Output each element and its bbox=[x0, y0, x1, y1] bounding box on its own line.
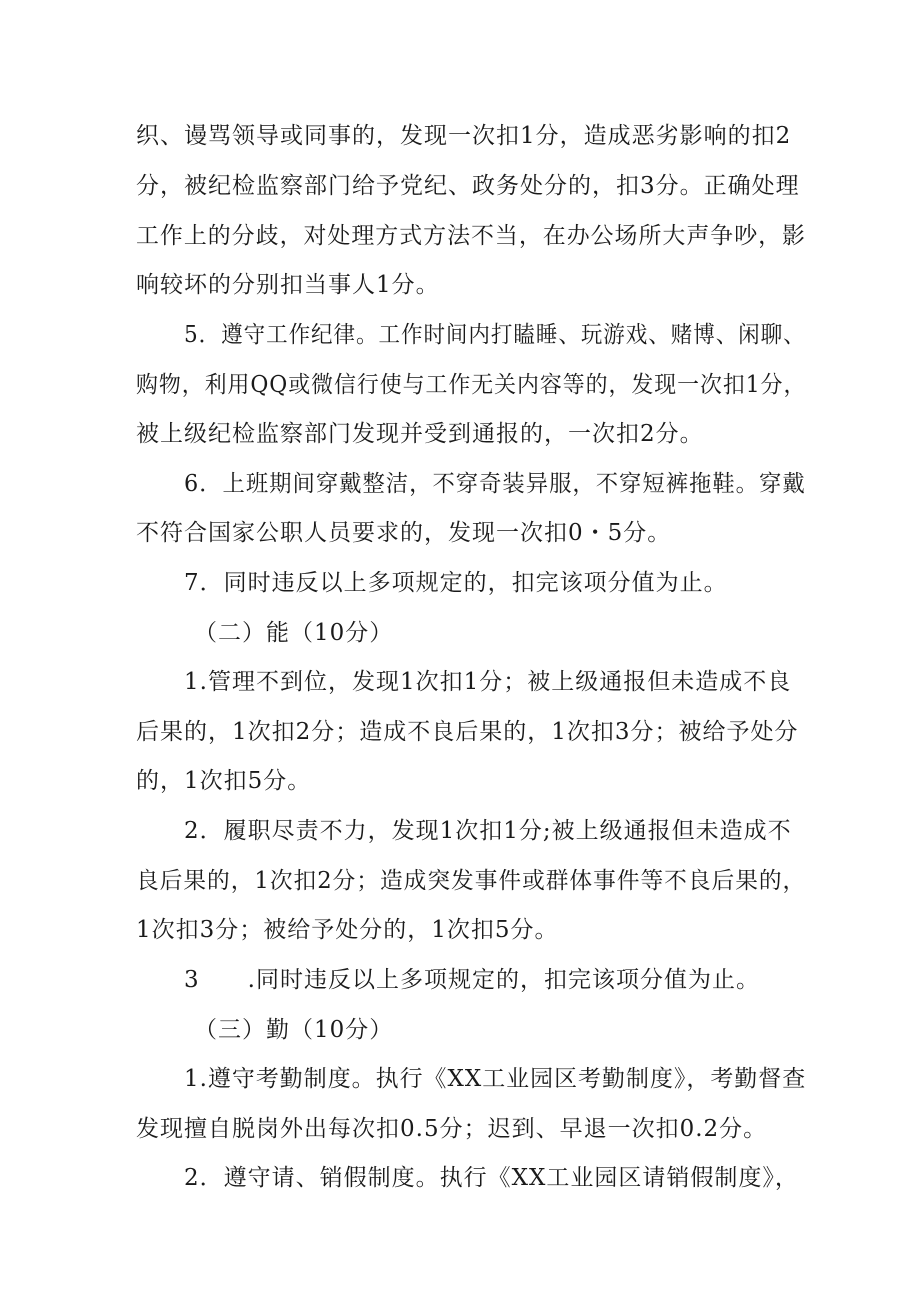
section-heading-neng: （二）能（10分） bbox=[194, 620, 394, 646]
section-heading-qin: （三）勤（10分） bbox=[194, 1017, 394, 1043]
text-line: 购物，利用QQ或微信行使与工作无关内容等的，发现一次扣1分， bbox=[136, 372, 807, 398]
text-line: 工作上的分歧，对处理方式方法不当，在办公场所大声争吵，影 bbox=[136, 223, 806, 249]
text-line: 良后果的，1次扣2分；造成突发事件或群体事件等不良后果的， bbox=[136, 868, 807, 894]
clause-6-line: 6．上班期间穿戴整洁，不穿奇装异服，不穿短裤拖鞋。穿戴 bbox=[184, 471, 806, 497]
text-line: 不符合国家公职人员要求的，发现一次扣0・5分。 bbox=[136, 520, 672, 546]
clause-neng-2-line: 2．履职尽责不力，发现1次扣1分;被上级通报但未造成不 bbox=[184, 818, 792, 844]
text-line: 的，1次扣5分。 bbox=[136, 768, 312, 794]
text-line: 后果的，1次扣2分；造成不良后果的，1次扣3分；被给予处分 bbox=[136, 719, 799, 745]
text-line: 响较坏的分别扣当事人1分。 bbox=[136, 272, 440, 298]
text-line: 1次扣3分；被给予处分的，1次扣5分。 bbox=[136, 917, 559, 943]
clause-5-line: 5．遵守工作纪律。工作时间内打瞌睡、玩游戏、赌博、闲聊、 bbox=[184, 322, 806, 348]
text-line: 被上级纪检监察部门发现并受到通报的，一次扣2分。 bbox=[136, 421, 704, 447]
text-line: 发现擅自脱岗外出每次扣0.5分；迟到、早退一次扣0.2分。 bbox=[136, 1116, 768, 1142]
text-line: 织、谩骂领导或同事的，发现一次扣1分，造成恶劣影响的扣2 bbox=[136, 123, 792, 149]
clause-neng-3-line: 3 .同时违反以上多项规定的，扣完该项分值为止。 bbox=[184, 967, 760, 993]
text-line: 分，被纪检监察部门给予党纪、政务处分的，扣3分。正确处理 bbox=[136, 173, 800, 199]
clause-neng-1-line: 1.管理不到位，发现1次扣1分；被上级通报但未造成不良 bbox=[184, 669, 792, 695]
clause-qin-1-line: 1.遵守考勤制度。执行《XX工业园区考勤制度》，考勤督查 bbox=[184, 1066, 807, 1092]
clause-7-line: 7．同时违反以上多项规定的，扣完该项分值为止。 bbox=[184, 570, 728, 596]
clause-qin-2-line: 2．遵守请、销假制度。执行《XX工业园区请销假制度》， bbox=[184, 1165, 799, 1191]
